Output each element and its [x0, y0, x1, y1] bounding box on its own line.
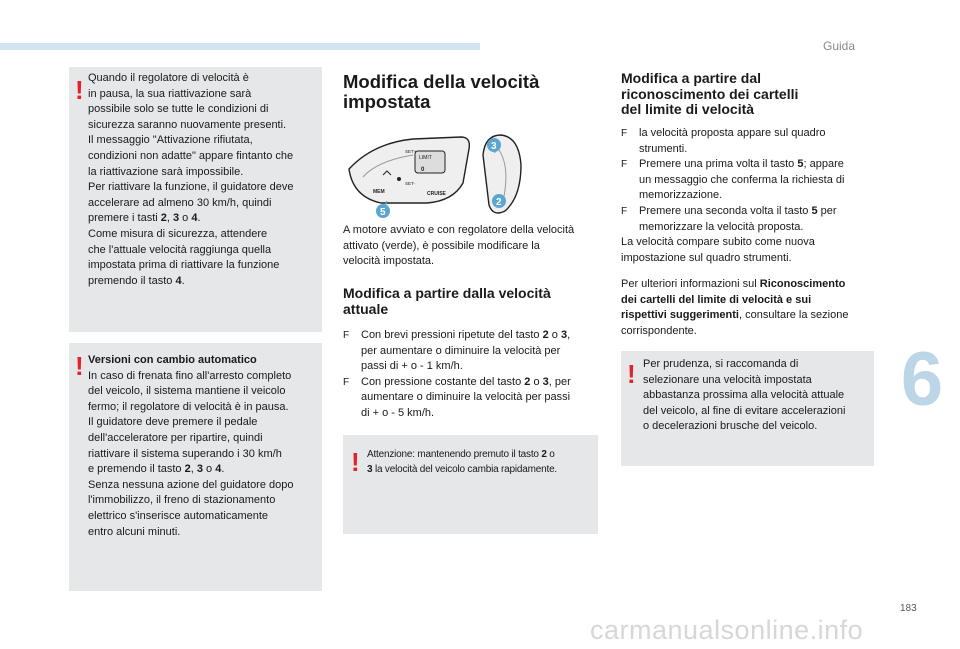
bullet-icon: F [621, 205, 628, 217]
text-line: Quando il regolatore di velocità è [88, 72, 249, 84]
watermark: carmanualsonline.info [590, 615, 864, 645]
text-line: impostazione sul quadro strumenti. [621, 251, 792, 264]
key-ref: 4 [191, 212, 198, 225]
intro-paragraph: A motore avviato e con regolatore della velocità attivato (verde), è possibile modificare la velocità impostata. [343, 224, 575, 268]
bullet-icon: F [621, 159, 628, 171]
text-line: accelerare ad almeno 30 km/h, quindi [88, 196, 272, 209]
label-limit: LIMIT [419, 155, 432, 161]
warning-icon: ! [627, 359, 636, 389]
text-line: possibile solo se tutte le condizioni di [88, 103, 269, 116]
text-line: In caso di frenata fino all'arresto completo [88, 369, 292, 382]
text-line: Il guidatore deve premere il pedale [88, 416, 258, 429]
text-line: condizioni non adatte" appare fintanto che [88, 149, 294, 162]
key-ref: 2 [184, 463, 191, 476]
section-title: Guida [823, 39, 856, 53]
key-ref: 2 [524, 375, 531, 388]
callout-3: 3 [491, 141, 497, 152]
bullet-icon: F [621, 128, 628, 139]
list-item: F Con pressione costante del tasto 2 o 3, per aumentare o diminuire la velocità per passi di + o - 5 km/h. [343, 375, 571, 419]
text-line: dell'acceleratore per ripartire, quindi [88, 431, 263, 444]
bullet-list-current-speed [343, 328, 598, 422]
warning-box-hold-key [343, 435, 598, 534]
text-line: riattivare il sistema superando i 30 km/h [88, 447, 282, 460]
label-mem: MEM [373, 189, 385, 195]
text-line: fermo; il regolatore di velocità è in pausa. [88, 400, 289, 413]
more-info-paragraph: Per ulteriori informazioni sul Riconoscimento dei cartelli del limite di velocità e sui rispettivi suggerimenti, consultare la sezione corrispondente. [621, 278, 849, 337]
text-line-keys: premendo il tasto 4. [88, 274, 185, 287]
key-ref: 2 [160, 212, 167, 225]
list-item: F Premere una seconda volta il tasto 5 per memorizzare la velocità proposta. [621, 204, 837, 233]
text-line-keys: premere i tasti 2, 3 o 4. [88, 212, 201, 225]
label-cruise: CRUISE [427, 191, 446, 197]
warning-icon: ! [75, 75, 84, 105]
list-item: F la velocità proposta appare sul quadro strumenti. [621, 127, 826, 155]
list-item: F Premere una prima volta il tasto 5; appare un messaggio che conferma la richiesta di memorizzazione. [621, 158, 845, 202]
text-line: entro alcuni minuti. [88, 525, 181, 538]
box-title: Versioni con cambio automatico [88, 354, 257, 366]
section-heading-sign-recognition: Modifica a partire dal riconoscimento dei cartelli del limite di velocità [621, 70, 799, 117]
text-line: l'immobilizzo, il freno di stazionamento [88, 494, 276, 507]
header-bar [0, 43, 480, 50]
warning-box-pause [69, 67, 322, 332]
key-ref: 3 [560, 329, 568, 341]
label-set-plus: SET+ [405, 149, 417, 154]
text-line: che l'attuale velocità raggiunga quella [88, 243, 272, 256]
text-line: impostata prima di riattivare la funzione [88, 259, 280, 272]
text-line-keys: e premendo il tasto 2, 3 o 4. [88, 463, 225, 476]
key-ref: 3 [542, 375, 549, 388]
label-set-minus: SET- [405, 181, 416, 186]
callout-2: 2 [496, 197, 502, 208]
warning-text-pause [88, 71, 320, 289]
warning-text-prudence: Per prudenza, si raccomanda di selezionare una velocità impostata abbastanza prossima alla velocità attuale del veicolo, al fine di evitare accelerazioni o decelerazioni brusche del veicolo. [643, 358, 846, 433]
subheading-current-speed: Modifica a partire dalla velocità attuale [343, 285, 551, 317]
key-ref: 3 [196, 463, 203, 476]
cruise-control-stalk-illustration [343, 125, 523, 225]
warning-icon: ! [351, 447, 360, 477]
text-line: del veicolo, il sistema mantiene il veicolo [88, 385, 286, 398]
text-line: Per riattivare la funzione, il guidatore deve [88, 181, 294, 194]
warning-icon: ! [75, 351, 84, 381]
chapter-number: 6 [900, 337, 944, 422]
key-ref: 2 [541, 449, 547, 460]
text-line: in pausa, la sua riattivazione sarà [88, 87, 252, 100]
text-line: elettrico s'inserisce automaticamente [88, 509, 269, 522]
key-ref: 4 [175, 274, 182, 287]
text-line: la riattivazione sarà impossibile. [88, 165, 244, 178]
warning-box-prudence [621, 351, 874, 466]
warning-text-hold-key: Attenzione: mantenendo premuto il tasto 2 o 3 la velocità del veicolo cambia rapidamente. [367, 449, 558, 475]
bullet-icon: F [343, 330, 350, 341]
label-zero: 0 [421, 167, 425, 173]
callout-5: 5 [380, 207, 386, 218]
text-line: sicurezza saranno nuovamente presenti. [88, 118, 287, 131]
page-number: 183 [900, 603, 917, 614]
key-ref: 5 [797, 158, 804, 171]
key-ref: 2 [542, 329, 549, 341]
key-ref: 3 [173, 212, 180, 225]
key-ref: 5 [811, 204, 818, 217]
bullet-icon: F [343, 376, 350, 388]
text-line: La velocità compare subito come nuova [621, 236, 815, 249]
text-line: Come misura di sicurezza, attendere [88, 227, 268, 240]
warning-box-automatic [69, 343, 322, 591]
section-heading-modify-speed: Modifica della velocità impostata [343, 71, 540, 112]
list-item: F Con brevi pressioni ripetute del tasto 2 o 3, per aumentare o diminuire la velocità per passi di + o - 1 km/h. [343, 329, 571, 373]
text-line: Senza nessuna azione del guidatore dopo [88, 478, 294, 491]
key-ref: 4 [215, 463, 222, 476]
bullet-list-sign-recognition [621, 126, 876, 266]
text-line: Il messaggio "Attivazione rifiutata, [88, 134, 253, 147]
key-ref: 3 [367, 464, 373, 475]
warning-text-automatic [88, 353, 320, 540]
